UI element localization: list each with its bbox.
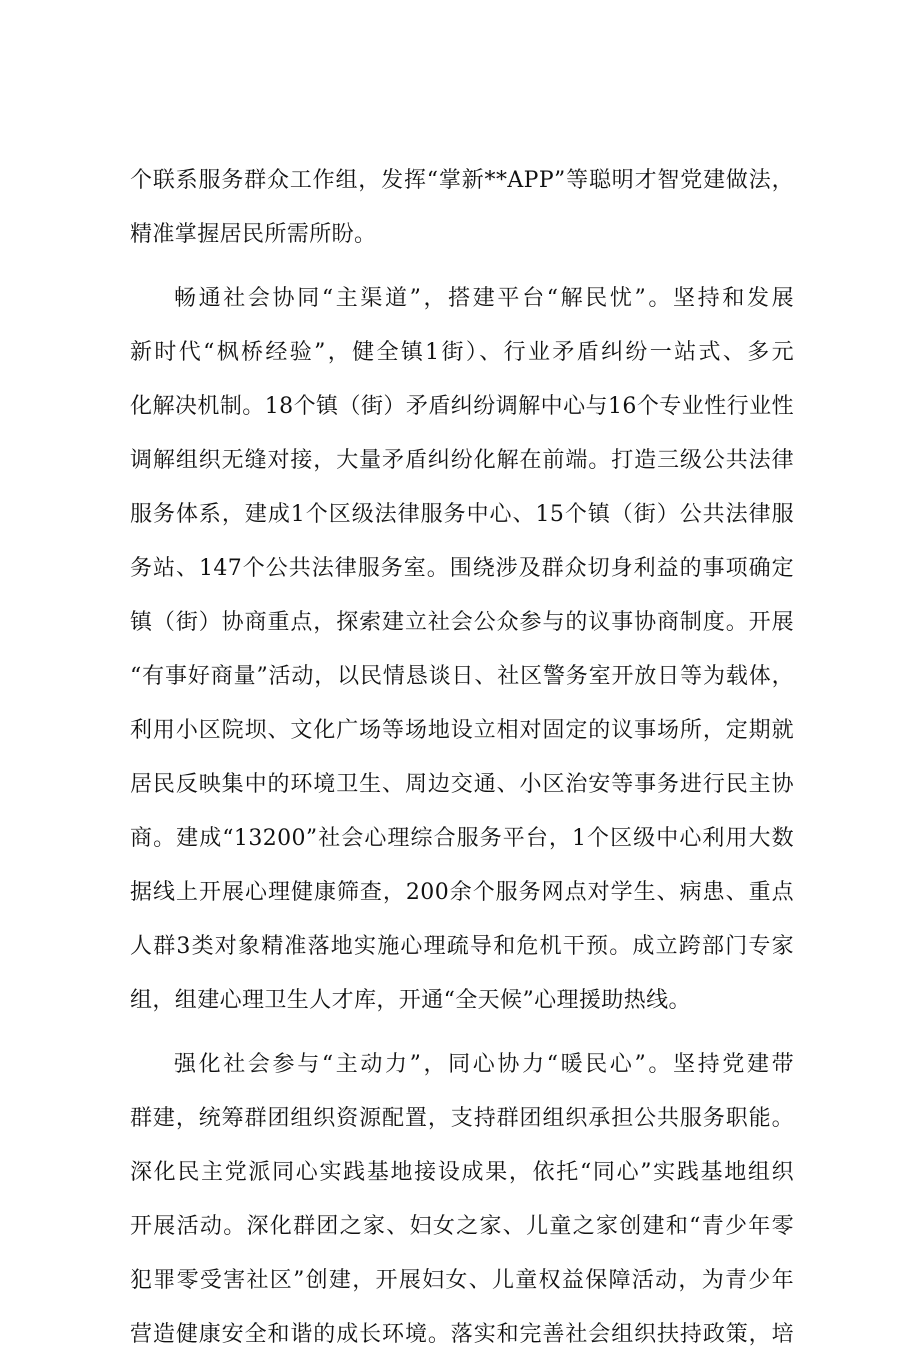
paragraph-1 <box>130 154 794 262</box>
paragraph-line: 深化民主党派同心实践基地接设成果，依托“同心”实践基地组织 <box>130 1160 794 1185</box>
paragraph-line: 新时代“枫桥经验”，健全镇1街）、行业矛盾纠纷一站式、多元 <box>130 340 794 365</box>
paragraph-line: 居民反映集中的环境卫生、周边交通、小区治安等事务进行民主协 <box>130 772 794 797</box>
document-body <box>130 154 794 1362</box>
paragraph-line: 畅通社会协同“主渠道”，搭建平台“解民忧”。坚持和发展 <box>174 286 794 311</box>
paragraph-line: 个联系服务群众工作组，发挥“掌新**APP”等聪明才智党建做法， <box>130 168 794 193</box>
paragraph-line: 据线上开展心理健康筛查，200余个服务网点对学生、病患、重点 <box>130 880 794 905</box>
paragraph-gap <box>130 262 794 272</box>
paragraph-line: 商。建成“13200”社会心理综合服务平台，1个区级中心利用大数 <box>130 826 794 851</box>
paragraph-line: 人群3类对象精准落地实施心理疏导和危机干预。成立跨部门专家 <box>130 934 794 959</box>
paragraph-line: “有事好商量”活动，以民情恳谈日、社区警务室开放日等为载体， <box>130 664 794 689</box>
paragraph-line: 镇（街）协商重点，探索建立社会公众参与的议事协商制度。开展 <box>130 610 794 635</box>
paragraph-line: 务站、147个公共法律服务室。围绕涉及群众切身利益的事项确定 <box>130 556 794 581</box>
paragraph-line: 服务体系，建成1个区级法律服务中心、15个镇（街）公共法律服 <box>130 502 794 527</box>
paragraph-2 <box>130 272 794 1028</box>
paragraph-line: 开展活动。深化群团之家、妇女之家、儿童之家创建和“青少年零 <box>130 1214 794 1239</box>
paragraph-line: 化解决机制。18个镇（街）矛盾纠纷调解中心与16个专业性行业性 <box>130 394 794 419</box>
paragraph-line: 营造健康安全和谐的成长环境。落实和完善社会组织扶持政策，培 <box>130 1322 794 1347</box>
paragraph-gap <box>130 1028 794 1038</box>
paragraph-line: 精准掌握居民所需所盼。 <box>130 222 377 247</box>
paragraph-line: 利用小区院坝、文化广场等场地设立相对固定的议事场所，定期就 <box>130 718 794 743</box>
paragraph-line: 强化社会参与“主动力”，同心协力“暖民心”。坚持党建带 <box>174 1052 794 1077</box>
paragraph-3 <box>130 1038 794 1362</box>
paragraph-line: 组，组建心理卫生人才库，开通“全天候”心理援助热线。 <box>130 988 691 1013</box>
paragraph-line: 群建，统筹群团组织资源配置，支持群团组织承担公共服务职能。 <box>130 1106 794 1131</box>
paragraph-line: 调解组织无缝对接，大量矛盾纠纷化解在前端。打造三级公共法律 <box>130 448 794 473</box>
paragraph-line: 犯罪零受害社区”创建，开展妇女、儿童权益保障活动，为青少年 <box>130 1268 794 1293</box>
